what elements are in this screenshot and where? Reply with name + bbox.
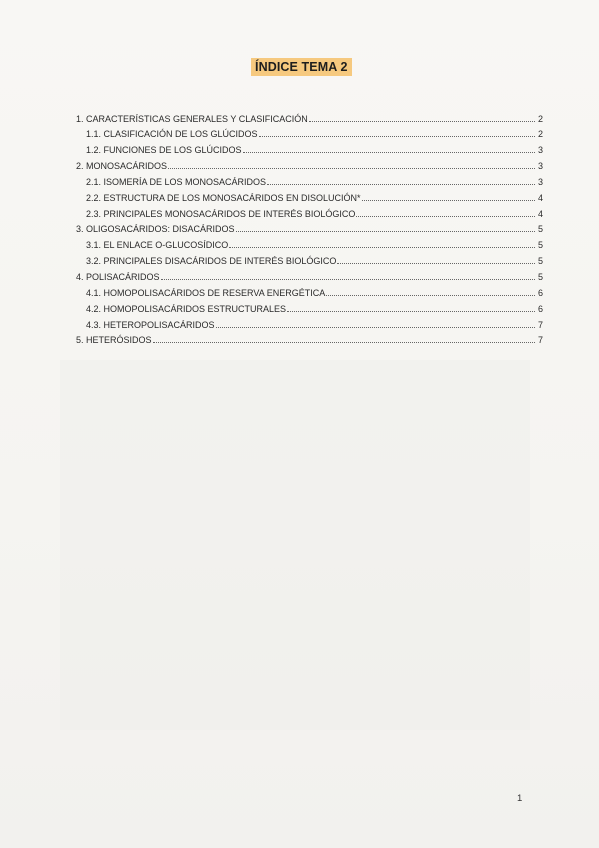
- toc-entry-1[interactable]: [76, 111, 543, 125]
- toc-entry-page: 4: [537, 209, 543, 219]
- index-title: ÍNDICE TEMA 2: [251, 58, 352, 76]
- dot-leader: [216, 317, 535, 328]
- toc-entry-4-2[interactable]: [86, 301, 543, 315]
- toc-entry-text: 1. CARACTERÍSTICAS GENERALES Y CLASIFICACIÓN: [76, 114, 308, 124]
- toc-entry-4[interactable]: [76, 269, 543, 283]
- toc-entry-page: 5: [537, 272, 543, 282]
- toc-entry-text: 3.2. PRINCIPALES DISACÁRIDOS DE INTERÉS BIOLÓGICO: [86, 256, 337, 266]
- toc-entry-4-3[interactable]: [86, 317, 543, 331]
- toc-entry-3-2[interactable]: [86, 253, 543, 267]
- toc-entry-1-2[interactable]: [86, 142, 543, 156]
- toc-entry-4-1[interactable]: [86, 285, 543, 299]
- dot-leader: [259, 126, 535, 137]
- dot-leader: [362, 190, 535, 201]
- toc-entry-page: 5: [537, 224, 543, 234]
- dot-leader: [356, 206, 535, 217]
- toc-entry-text: 1.1. CLASIFICACIÓN DE LOS GLÚCIDOS: [86, 129, 258, 139]
- dot-leader: [337, 253, 535, 264]
- toc-entry-text: 4.3. HETEROPOLISACÁRIDOS: [86, 320, 215, 330]
- toc-entry-page: 7: [537, 335, 543, 345]
- dot-leader: [153, 332, 535, 343]
- toc-entry-page: 5: [537, 240, 543, 250]
- toc-entry-text: 2.1. ISOMERÍA DE LOS MONOSACÁRIDOS: [86, 177, 267, 187]
- dot-leader: [267, 174, 535, 185]
- toc-entry-text: 2.2. ESTRUCTURA DE LOS MONOSACÁRIDOS EN DISOLUCIÓN*: [86, 193, 361, 203]
- toc-entry-page: 4: [537, 193, 543, 203]
- dot-leader: [243, 142, 535, 153]
- dot-leader: [168, 158, 535, 169]
- toc-entry-2-3[interactable]: [86, 206, 543, 220]
- toc-entry-text: 4.2. HOMOPOLISACÁRIDOS ESTRUCTURALES: [86, 304, 287, 314]
- toc-entry-page: 5: [537, 256, 543, 266]
- dot-leader: [229, 237, 535, 248]
- toc-entry-text: 2.3. PRINCIPALES MONOSACÁRIDOS DE INTERÉS BIOLÓGICO: [86, 209, 356, 219]
- page-number: 1: [517, 793, 523, 804]
- toc-entry-page: 6: [537, 288, 543, 298]
- toc-entry-text: 4. POLISACÁRIDOS: [76, 272, 160, 282]
- toc-entry-text: 1.2. FUNCIONES DE LOS GLÚCIDOS: [86, 145, 242, 155]
- dot-leader: [287, 301, 535, 312]
- toc-entry-2[interactable]: [76, 158, 543, 172]
- toc-entry-text: 3. OLIGOSACÁRIDOS: DISACÁRIDOS: [76, 224, 235, 234]
- toc-entry-page: 7: [537, 320, 543, 330]
- toc-entry-text: 2. MONOSACÁRIDOS: [76, 161, 168, 171]
- toc-entry-page: 6: [537, 304, 543, 314]
- toc-entry-text: 4.1. HOMOPOLISACÁRIDOS DE RESERVA ENERGÉTICA: [86, 288, 326, 298]
- dot-leader: [326, 285, 535, 296]
- toc-entry-3[interactable]: [76, 221, 543, 235]
- toc-entry-2-1[interactable]: [86, 174, 543, 188]
- toc-entry-page: 3: [537, 145, 543, 155]
- dot-leader: [161, 269, 535, 280]
- dot-leader: [236, 221, 535, 232]
- bleed-through-shadow: [60, 360, 530, 730]
- toc-entry-2-2[interactable]: [86, 190, 543, 204]
- toc-entry-1-1[interactable]: [86, 126, 543, 140]
- toc-entry-page: 2: [537, 114, 543, 124]
- toc-entry-page: 2: [537, 129, 543, 139]
- toc-entry-5[interactable]: [76, 332, 543, 346]
- dot-leader: [309, 111, 535, 122]
- toc-entry-3-1[interactable]: [86, 237, 543, 251]
- toc-entry-page: 3: [537, 177, 543, 187]
- toc-entry-text: 5. HETERÓSIDOS: [76, 335, 152, 345]
- toc-entry-text: 3.1. EL ENLACE O-GLUCOSÍDICO: [86, 240, 229, 250]
- toc-entry-page: 3: [537, 161, 543, 171]
